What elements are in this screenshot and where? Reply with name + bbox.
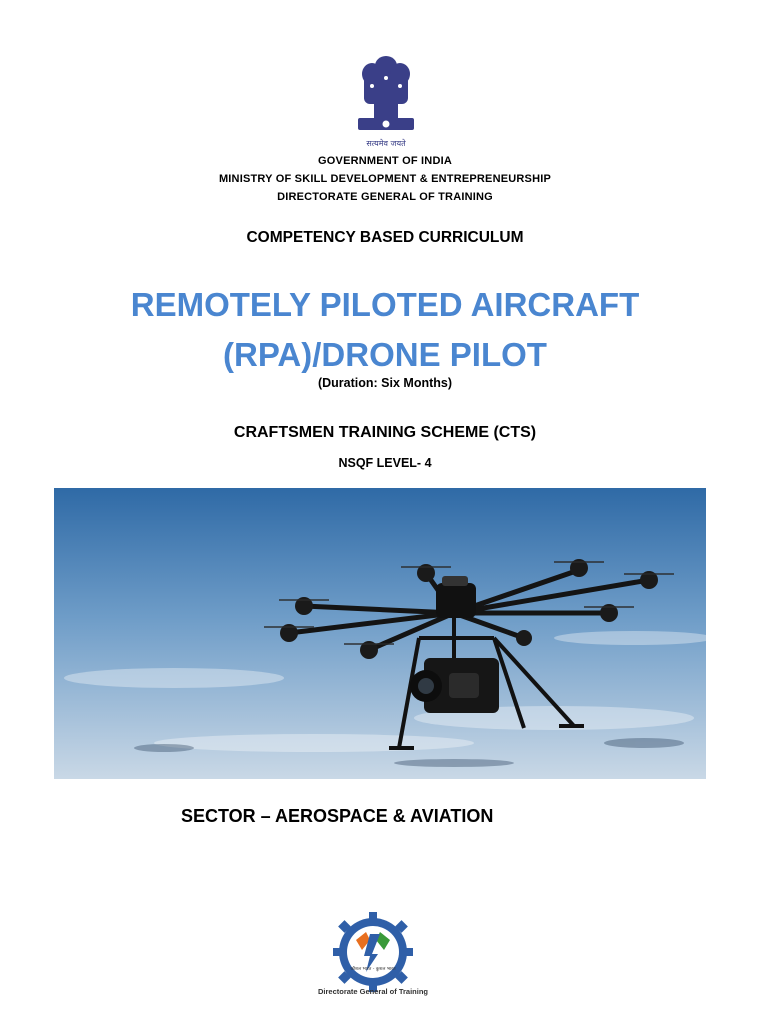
curriculum-label: COMPETENCY BASED CURRICULUM: [246, 229, 524, 246]
course-title: [0, 280, 770, 380]
training-scheme: CRAFTSMEN TRAINING SCHEME (CTS): [233, 424, 537, 441]
gov-line-directorate: DIRECTORATE GENERAL OF TRAINING: [277, 191, 493, 203]
sector-label: SECTOR – AEROSPACE & AVIATION: [181, 806, 494, 826]
course-title-line-1: REMOTELY PILOTED AIRCRAFT: [130, 286, 640, 323]
gov-line-ministry: MINISTRY OF SKILL DEVELOPMENT & ENTREPRENEURSHIP: [218, 173, 552, 185]
drone-photo: [54, 488, 706, 779]
national-emblem-icon: [348, 52, 424, 152]
dgt-logo-inner-text: कौशल भारत - कुशल भारत: [350, 967, 396, 972]
gov-line-country: GOVERNMENT OF INDIA: [318, 155, 452, 167]
government-header: [0, 152, 770, 206]
nsqf-level: NSQF LEVEL- 4: [338, 456, 432, 470]
course-duration: (Duration: Six Months): [317, 376, 452, 390]
course-title-line-2: (RPA)/DRONE PILOT: [223, 336, 547, 373]
dgt-logo-caption: Directorate General of Training: [317, 987, 429, 996]
emblem-caption: सत्यमेव जयते: [366, 139, 406, 148]
